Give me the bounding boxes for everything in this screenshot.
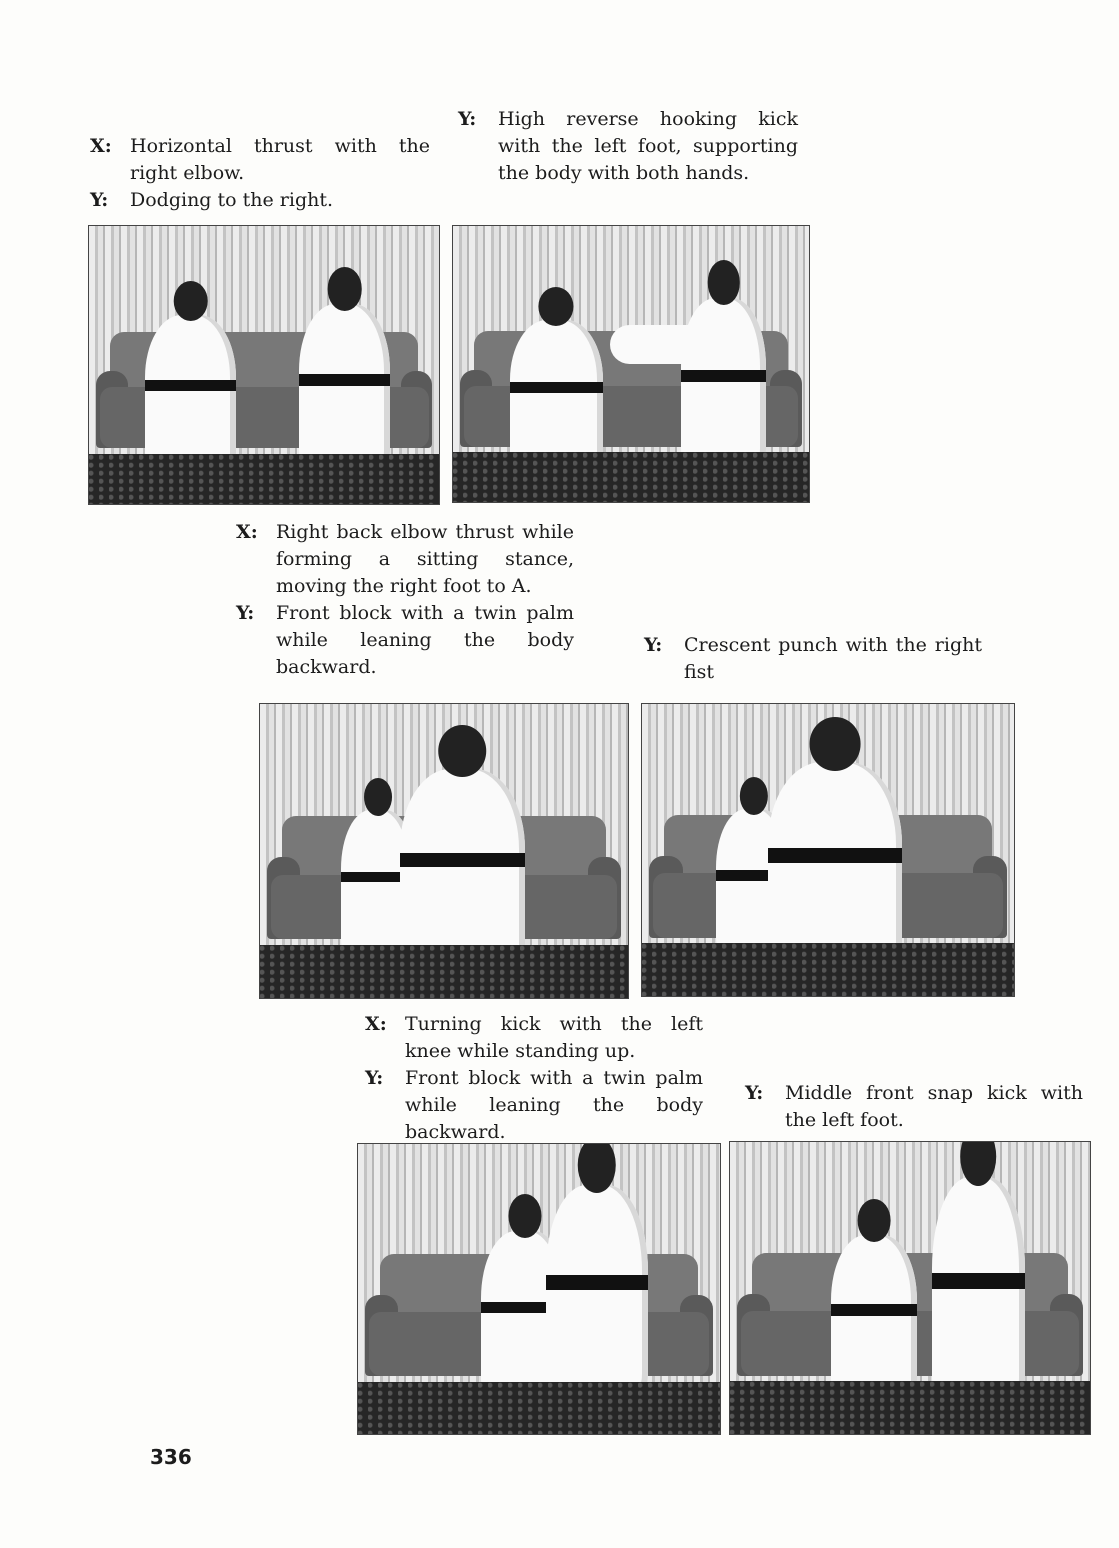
speaker-label: Y: <box>236 602 255 624</box>
caption-text: Turning kick with the left knee while standing up. <box>405 1013 703 1062</box>
figure-y <box>145 315 236 471</box>
figure-y <box>932 1177 1026 1405</box>
speaker-label: Y: <box>365 1067 384 1089</box>
caption-text: Front block with a twin palm while leaning the body backward. <box>276 602 574 678</box>
speaker-label: Y: <box>745 1082 764 1104</box>
caption-line <box>745 1080 1083 1134</box>
caption-2 <box>458 106 798 187</box>
photo-crescent-punch <box>641 703 1015 997</box>
caption-line <box>90 187 430 214</box>
caption-1 <box>90 133 430 214</box>
figure-x <box>400 769 525 969</box>
figure-x <box>299 304 390 471</box>
caption-text: Front block with a twin palm while leaning the body backward. <box>405 1067 703 1143</box>
carpet <box>358 1382 720 1434</box>
speaker-label: Y: <box>644 634 663 656</box>
figure-x <box>546 1185 647 1400</box>
caption-5 <box>365 1011 703 1146</box>
photo-back-elbow <box>259 703 629 999</box>
caption-text: Dodging to the right. <box>130 189 334 211</box>
figure-x <box>681 298 766 469</box>
caption-line <box>236 519 574 600</box>
caption-line <box>365 1011 703 1065</box>
caption-3 <box>236 519 574 681</box>
speaker-label: Y: <box>458 108 477 130</box>
carpet <box>260 945 628 998</box>
speaker-label: Y: <box>90 189 109 211</box>
speaker-label: X: <box>365 1013 387 1035</box>
figure-x <box>768 762 902 966</box>
caption-line <box>236 600 574 681</box>
caption-6 <box>745 1080 1083 1134</box>
carpet <box>642 943 1014 996</box>
caption-line <box>458 106 798 187</box>
photo-elbow-thrust <box>88 225 440 505</box>
speaker-label: X: <box>90 135 112 157</box>
carpet <box>730 1381 1090 1434</box>
caption-text: Middle front snap kick with the left foot. <box>785 1082 1083 1131</box>
carpet <box>453 452 809 502</box>
page-number: 336 <box>150 1445 192 1469</box>
caption-text: High reverse hooking kick with the left foot, supporting the body with both hands. <box>498 108 798 184</box>
speaker-label: X: <box>236 521 258 543</box>
caption-4 <box>644 632 982 686</box>
photo-front-snap-kick <box>729 1141 1091 1435</box>
carpet <box>89 454 439 504</box>
photo-turning-kick <box>357 1143 721 1435</box>
caption-line <box>644 632 982 686</box>
caption-line <box>90 133 430 187</box>
caption-text: Horizontal thrust with the right elbow. <box>130 135 430 184</box>
caption-text: Crescent punch with the right fist <box>684 634 982 683</box>
photo-hooking-kick <box>452 225 810 503</box>
figure-y <box>510 320 603 469</box>
caption-line <box>365 1065 703 1146</box>
figure-x <box>831 1235 917 1399</box>
caption-text: Right back elbow thrust while forming a sitting stance, moving the right foot to A. <box>276 521 574 597</box>
